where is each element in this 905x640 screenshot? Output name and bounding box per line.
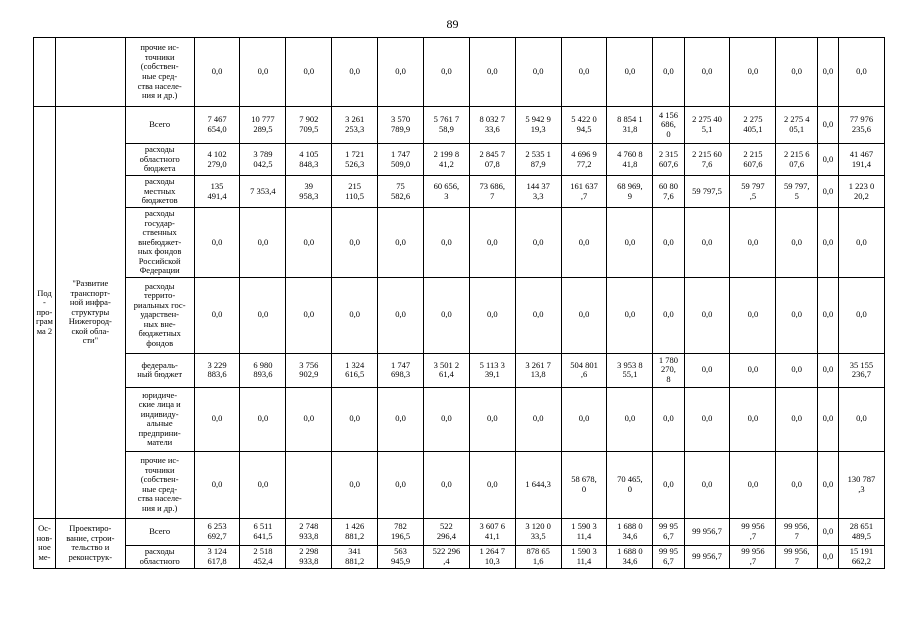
value-cell: 0,0 xyxy=(776,451,818,518)
value-cell: 1 223 0 20,2 xyxy=(838,176,884,208)
value-cell: 5 113 3 39,1 xyxy=(469,353,515,387)
value-cell: 0,0 xyxy=(194,38,240,107)
funding-source-cell: расходы областного xyxy=(125,545,194,568)
value-cell: 3 607 6 41,1 xyxy=(469,518,515,545)
value-cell: 563 945,9 xyxy=(378,545,424,568)
funding-source-cell: юридиче- ские лица и индивиду- альные предприни- матели xyxy=(125,387,194,451)
value-cell: 4 105 848,3 xyxy=(286,144,332,176)
table-row xyxy=(34,144,885,176)
table-row xyxy=(34,545,885,568)
value-cell: 41 467 191,4 xyxy=(838,144,884,176)
value-cell: 0,0 xyxy=(332,387,378,451)
value-cell: 0,0 xyxy=(561,277,607,353)
value-cell: 0,0 xyxy=(818,176,839,208)
value-cell: 3 501 2 61,4 xyxy=(423,353,469,387)
value-cell: 0,0 xyxy=(838,208,884,278)
value-cell: 0,0 xyxy=(684,38,730,107)
value-cell: 0,0 xyxy=(378,277,424,353)
program-code-cell: Под- про- грам ма 2 xyxy=(34,107,56,519)
value-cell: 99 956 ,7 xyxy=(730,518,776,545)
value-cell: 0,0 xyxy=(684,353,730,387)
value-cell: 0,0 xyxy=(653,208,684,278)
value-cell: 1 264 7 10,3 xyxy=(469,545,515,568)
value-cell: 3 120 0 33,5 xyxy=(515,518,561,545)
value-cell: 73 686, 7 xyxy=(469,176,515,208)
value-cell: 0,0 xyxy=(423,277,469,353)
value-cell: 1 644,3 xyxy=(515,451,561,518)
value-cell: 8 854 1 31,8 xyxy=(607,107,653,144)
value-cell: 0,0 xyxy=(332,38,378,107)
value-cell: 522 296 ,4 xyxy=(423,545,469,568)
value-cell: 0,0 xyxy=(469,38,515,107)
value-cell: 0,0 xyxy=(561,38,607,107)
value-cell: 0,0 xyxy=(423,451,469,518)
value-cell: 0,0 xyxy=(423,38,469,107)
value-cell: 5 422 0 94,5 xyxy=(561,107,607,144)
value-cell: 77 976 235,6 xyxy=(838,107,884,144)
funding-source-cell: расходы местных бюджетов xyxy=(125,176,194,208)
value-cell: 0,0 xyxy=(838,277,884,353)
table-row xyxy=(34,353,885,387)
value-cell: 0,0 xyxy=(469,277,515,353)
value-cell: 0,0 xyxy=(240,387,286,451)
value-cell: 0,0 xyxy=(332,451,378,518)
value-cell: 2 535 1 87,9 xyxy=(515,144,561,176)
table-row xyxy=(34,38,885,107)
value-cell: 0,0 xyxy=(818,38,839,107)
value-cell: 2 298 933,8 xyxy=(286,545,332,568)
budget-table xyxy=(33,37,885,569)
value-cell: 3 261 253,3 xyxy=(332,107,378,144)
value-cell: 0,0 xyxy=(515,208,561,278)
funding-source-cell: Всего xyxy=(125,518,194,545)
value-cell: 2 215 607,6 xyxy=(730,144,776,176)
value-cell: 0,0 xyxy=(684,387,730,451)
value-cell: 1 426 881,2 xyxy=(332,518,378,545)
value-cell: 0,0 xyxy=(730,451,776,518)
value-cell: 3 756 902,9 xyxy=(286,353,332,387)
value-cell: 28 651 489,5 xyxy=(838,518,884,545)
value-cell: 0,0 xyxy=(240,277,286,353)
value-cell: 0,0 xyxy=(730,208,776,278)
value-cell: 5 761 7 58,9 xyxy=(423,107,469,144)
value-cell: 0,0 xyxy=(469,451,515,518)
funding-source-cell: расходы областного бюджета xyxy=(125,144,194,176)
table-row xyxy=(34,107,885,144)
value-cell: 99 95 6,7 xyxy=(653,518,684,545)
value-cell: 0,0 xyxy=(818,144,839,176)
program-code-cell xyxy=(34,38,56,107)
value-cell: 0,0 xyxy=(286,277,332,353)
value-cell: 0,0 xyxy=(286,387,332,451)
funding-source-cell: прочие ис- точники (собствен- ные сред- ства населе- ния и др.) xyxy=(125,451,194,518)
value-cell: 1 747 698,3 xyxy=(378,353,424,387)
value-cell: 0,0 xyxy=(730,353,776,387)
value-cell: 2 845 7 07,8 xyxy=(469,144,515,176)
value-cell: 144 37 3,3 xyxy=(515,176,561,208)
value-cell: 7 902 709,5 xyxy=(286,107,332,144)
value-cell: 2 215 6 07,6 xyxy=(776,144,818,176)
value-cell: 6 511 641,5 xyxy=(240,518,286,545)
value-cell: 215 110,5 xyxy=(332,176,378,208)
value-cell xyxy=(286,451,332,518)
value-cell: 3 229 883,6 xyxy=(194,353,240,387)
value-cell: 0,0 xyxy=(607,208,653,278)
value-cell: 0,0 xyxy=(515,277,561,353)
value-cell: 75 582,6 xyxy=(378,176,424,208)
value-cell: 0,0 xyxy=(423,387,469,451)
value-cell: 1 688 0 34,6 xyxy=(607,545,653,568)
value-cell: 0,0 xyxy=(607,38,653,107)
program-name-cell: "Развитие транспорт- ной инфра- структуры Нижегород- ской обла- сти" xyxy=(55,107,125,519)
value-cell: 0,0 xyxy=(653,38,684,107)
value-cell: 0,0 xyxy=(194,387,240,451)
value-cell: 0,0 xyxy=(730,277,776,353)
value-cell: 2 275 4 05,1 xyxy=(776,107,818,144)
table-row xyxy=(34,451,885,518)
value-cell: 0,0 xyxy=(378,38,424,107)
value-cell: 99 956, 7 xyxy=(776,518,818,545)
value-cell: 0,0 xyxy=(818,277,839,353)
value-cell: 878 65 1,6 xyxy=(515,545,561,568)
value-cell: 6 980 893,6 xyxy=(240,353,286,387)
value-cell: 10 777 289,5 xyxy=(240,107,286,144)
value-cell: 6 253 692,7 xyxy=(194,518,240,545)
value-cell: 15 191 662,2 xyxy=(838,545,884,568)
value-cell: 60 656, 3 xyxy=(423,176,469,208)
value-cell: 0,0 xyxy=(607,277,653,353)
value-cell: 7 353,4 xyxy=(240,176,286,208)
value-cell: 0,0 xyxy=(286,38,332,107)
value-cell: 0,0 xyxy=(378,387,424,451)
value-cell: 1 780 270, 8 xyxy=(653,353,684,387)
value-cell: 60 80 7,6 xyxy=(653,176,684,208)
value-cell: 1 324 616,5 xyxy=(332,353,378,387)
value-cell: 0,0 xyxy=(515,38,561,107)
table-row xyxy=(34,387,885,451)
value-cell: 0,0 xyxy=(684,208,730,278)
funding-source-cell: прочие ис- точники (собствен- ные сред- ства населе- ния и др.) xyxy=(125,38,194,107)
value-cell: 2 199 8 41,2 xyxy=(423,144,469,176)
value-cell: 0,0 xyxy=(838,387,884,451)
value-cell: 99 956, 7 xyxy=(776,545,818,568)
value-cell: 99 956,7 xyxy=(684,545,730,568)
value-cell: 0,0 xyxy=(653,387,684,451)
value-cell: 5 942 9 19,3 xyxy=(515,107,561,144)
value-cell: 0,0 xyxy=(776,353,818,387)
value-cell: 341 881,2 xyxy=(332,545,378,568)
value-cell: 8 032 7 33,6 xyxy=(469,107,515,144)
value-cell: 0,0 xyxy=(818,208,839,278)
value-cell: 3 570 789,9 xyxy=(378,107,424,144)
value-cell: 1 721 526,3 xyxy=(332,144,378,176)
value-cell: 0,0 xyxy=(332,277,378,353)
value-cell: 59 797, 5 xyxy=(776,176,818,208)
table-row xyxy=(34,518,885,545)
program-name-cell: Проектиро- вание, строи- тельство и реконструк- xyxy=(55,518,125,568)
value-cell: 0,0 xyxy=(838,38,884,107)
funding-source-cell: расходы террито- риальных гос- ударствен- ных вне- бюджетных фондов xyxy=(125,277,194,353)
value-cell: 1 590 3 11,4 xyxy=(561,518,607,545)
value-cell: 0,0 xyxy=(776,277,818,353)
value-cell: 1 688 0 34,6 xyxy=(607,518,653,545)
value-cell: 4 760 8 41,8 xyxy=(607,144,653,176)
value-cell: 0,0 xyxy=(776,38,818,107)
value-cell: 2 275 40 5,1 xyxy=(684,107,730,144)
value-cell: 4 156 686, 0 xyxy=(653,107,684,144)
value-cell: 59 797 ,5 xyxy=(730,176,776,208)
value-cell: 522 296,4 xyxy=(423,518,469,545)
value-cell: 1 747 509,0 xyxy=(378,144,424,176)
value-cell: 0,0 xyxy=(776,208,818,278)
value-cell: 0,0 xyxy=(194,208,240,278)
value-cell: 2 315 607,6 xyxy=(653,144,684,176)
value-cell: 0,0 xyxy=(423,208,469,278)
value-cell: 0,0 xyxy=(818,353,839,387)
funding-source-cell: расходы государ- ственных внебюджет- ных фондов Российской Федерации xyxy=(125,208,194,278)
page-number: 89 xyxy=(446,17,459,31)
value-cell: 2 748 933,8 xyxy=(286,518,332,545)
value-cell: 0,0 xyxy=(818,387,839,451)
value-cell: 0,0 xyxy=(194,451,240,518)
value-cell: 0,0 xyxy=(561,387,607,451)
value-cell: 4 102 279,0 xyxy=(194,144,240,176)
funding-source-cell: Всего xyxy=(125,107,194,144)
value-cell: 3 953 8 55,1 xyxy=(607,353,653,387)
value-cell: 35 155 236,7 xyxy=(838,353,884,387)
value-cell: 0,0 xyxy=(469,208,515,278)
value-cell: 99 95 6,7 xyxy=(653,545,684,568)
value-cell: 0,0 xyxy=(240,208,286,278)
table-row xyxy=(34,208,885,278)
value-cell: 2 518 452,4 xyxy=(240,545,286,568)
value-cell: 0,0 xyxy=(515,387,561,451)
value-cell: 2 215 60 7,6 xyxy=(684,144,730,176)
value-cell: 135 491,4 xyxy=(194,176,240,208)
value-cell: 161 637 ,7 xyxy=(561,176,607,208)
value-cell: 0,0 xyxy=(730,387,776,451)
value-cell: 130 787 ,3 xyxy=(838,451,884,518)
value-cell: 99 956 ,7 xyxy=(730,545,776,568)
value-cell: 0,0 xyxy=(469,387,515,451)
value-cell: 504 801 ,6 xyxy=(561,353,607,387)
value-cell: 99 956,7 xyxy=(684,518,730,545)
value-cell: 3 124 617,8 xyxy=(194,545,240,568)
value-cell: 0,0 xyxy=(653,277,684,353)
value-cell: 0,0 xyxy=(378,451,424,518)
value-cell: 0,0 xyxy=(684,451,730,518)
value-cell: 0,0 xyxy=(240,451,286,518)
value-cell: 2 275 405,1 xyxy=(730,107,776,144)
value-cell: 58 678, 0 xyxy=(561,451,607,518)
value-cell: 68 969, 9 xyxy=(607,176,653,208)
value-cell: 3 261 7 13,8 xyxy=(515,353,561,387)
table-row xyxy=(34,277,885,353)
value-cell: 0,0 xyxy=(332,208,378,278)
value-cell: 1 590 3 11,4 xyxy=(561,545,607,568)
value-cell: 0,0 xyxy=(818,545,839,568)
value-cell: 3 789 042,5 xyxy=(240,144,286,176)
value-cell: 0,0 xyxy=(776,387,818,451)
value-cell: 39 958,3 xyxy=(286,176,332,208)
funding-source-cell: федераль- ный бюджет xyxy=(125,353,194,387)
value-cell: 4 696 9 77,2 xyxy=(561,144,607,176)
value-cell: 0,0 xyxy=(286,208,332,278)
value-cell: 0,0 xyxy=(561,208,607,278)
value-cell: 7 467 654,0 xyxy=(194,107,240,144)
value-cell: 782 196,5 xyxy=(378,518,424,545)
value-cell: 0,0 xyxy=(818,107,839,144)
table-row xyxy=(34,176,885,208)
value-cell: 0,0 xyxy=(240,38,286,107)
value-cell: 0,0 xyxy=(653,451,684,518)
value-cell: 70 465, 0 xyxy=(607,451,653,518)
program-code-cell: Ос- нов- ное ме- xyxy=(34,518,56,568)
value-cell: 59 797,5 xyxy=(684,176,730,208)
program-name-cell xyxy=(55,38,125,107)
value-cell: 0,0 xyxy=(730,38,776,107)
value-cell: 0,0 xyxy=(818,518,839,545)
value-cell: 0,0 xyxy=(378,208,424,278)
value-cell: 0,0 xyxy=(194,277,240,353)
value-cell: 0,0 xyxy=(684,277,730,353)
value-cell: 0,0 xyxy=(607,387,653,451)
value-cell: 0,0 xyxy=(818,451,839,518)
